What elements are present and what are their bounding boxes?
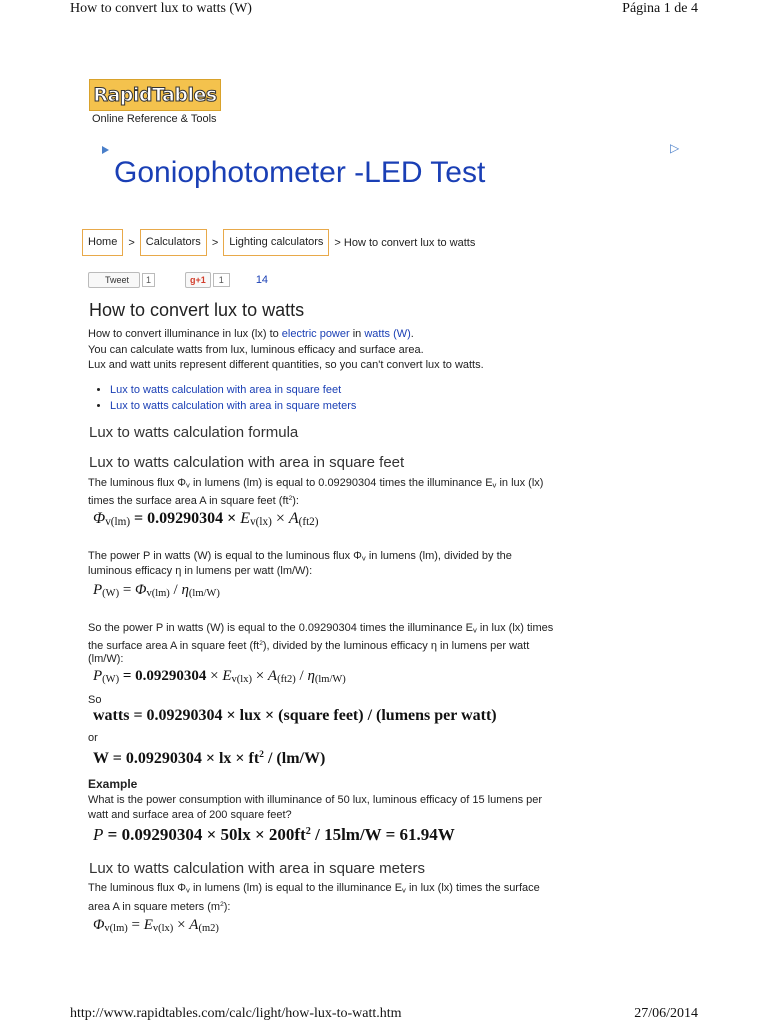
breadcrumb-current: > How to convert lux to watts <box>334 236 476 249</box>
sqft-para-1b: times the surface area A in square feet $(ft^2)$: <box>88 494 299 507</box>
para-3c: (lm/W): <box>88 653 124 665</box>
ad-headline-link[interactable]: Goniophotometer -LED Test <box>114 156 486 189</box>
formula-power: $P_{(W)} = \Phi_{v(lm)} / \eta_{(lm/W)}$ <box>93 582 220 600</box>
toc-link-sqft[interactable]: Lux to watts calculation with area in square feet <box>110 384 342 396</box>
para-2b: luminous efficacy η in lumens per watt (lm/W): <box>88 565 313 577</box>
label-or: or <box>88 732 98 744</box>
breadcrumb-separator: > <box>128 236 135 249</box>
list-item <box>110 398 356 414</box>
tweet-count: 1 <box>142 273 155 287</box>
formula-power-sqft: $P_{(W)} = 0.09290304 \times E_{v(lx)} \times A_{(ft2)} / \eta_{(lm/W)}$ <box>93 668 346 686</box>
toc-link-sqm[interactable]: Lux to watts calculation with area in square meters <box>110 400 357 412</box>
intro-line-3: Lux and watt units represent different quantities, so you can't convert lux to watts. <box>88 359 484 371</box>
ad-choices-icon[interactable]: ▷ <box>670 141 680 155</box>
intro-line-2: You can calculate watts from lux, luminous efficacy and surface area. <box>88 344 424 356</box>
breadcrumb-home[interactable]: Home <box>82 229 123 256</box>
breadcrumb-lighting[interactable]: Lighting calculators <box>223 229 329 256</box>
gplus-button[interactable]: g+1 <box>185 272 211 288</box>
ad-play-icon[interactable] <box>102 146 109 154</box>
breadcrumb-separator: > <box>211 236 219 249</box>
print-footer-url: http://www.rapidtables.com/calc/light/how-lux-to-watt.htm <box>70 1006 402 1021</box>
tweet-button[interactable]: Tweet <box>88 272 140 288</box>
site-logo-text: RapidTables <box>93 84 217 106</box>
sqm-para-1: The luminous flux $\Phi_v$ in lumens (lm) is equal to the illuminance $E_v$ in lux (lx) times the surface <box>88 882 540 895</box>
intro-line-1: How to convert illuminance in lux (lx) to electric power in watts (W). <box>88 328 414 340</box>
page-title: How to convert lux to watts <box>89 300 305 320</box>
para-3a: So the power P in watts (W) is equal to the 0.09290304 times the illuminance $E_v$ in lux (lx) times <box>88 622 554 635</box>
formula-example: $P = 0.09290304 \times 50lx \times 200ft^2 / 15lm/W = 61.94W$ <box>93 825 455 844</box>
electric-power-link[interactable]: electric power <box>281 328 350 340</box>
para-2a: The power P in watts (W) is equal to the luminous flux $\Phi_v$ in lumens (lm), divided by the <box>88 550 512 563</box>
watts-link[interactable]: watts (W) <box>364 328 411 340</box>
site-logo[interactable] <box>89 79 221 111</box>
para-3b: the surface area A in square feet $(ft^2)$, divided by the luminous efficacy η in lumens per watt <box>88 639 530 652</box>
heading-formula: Lux to watts calculation formula <box>89 424 299 441</box>
formula-watts-units: W = 0.09290304 × lx × $ft^2 / (lm/W)$ <box>93 749 326 767</box>
formula-flux-sqm: $\Phi_{v(lm)} = E_{v(lx)} \times A_{(m2)}$ <box>93 917 219 935</box>
print-header-page: Página 1 de 4 <box>622 1 698 16</box>
site-tagline: Online Reference & Tools <box>92 113 217 125</box>
formula-flux-sqft: $\Phi_{v(lm)} = 0.09290304 \times E_{v(lx)} \times A_{(ft2)}$ <box>93 510 319 529</box>
label-so: So <box>88 694 102 706</box>
example-line-1: What is the power consumption with illuminance of 50 lux, luminous efficacy of 15 lumens per <box>88 794 543 806</box>
heading-sqm: Lux to watts calculation with area in square meters <box>89 860 425 877</box>
sqm-para-1b: area A in square meters $(m^2)$: <box>88 900 231 913</box>
like-count[interactable]: 14 <box>255 274 269 286</box>
sqft-para-1: The luminous flux $\Phi_v$ in lumens (lm) is equal to 0.09290304 times the illuminance $E_v$ in lux (lx) <box>88 477 544 490</box>
toc-list <box>88 382 356 414</box>
social-bar <box>88 272 268 288</box>
heading-sqft: Lux to watts calculation with area in square feet <box>89 454 405 471</box>
example-label: Example <box>88 777 138 791</box>
formula-watts-words: watts = 0.09290304 × lux × (square feet) / (lumens per watt) <box>93 707 497 724</box>
breadcrumb-calculators[interactable]: Calculators <box>140 229 207 256</box>
gplus-count: 1 <box>213 273 230 287</box>
breadcrumb <box>82 229 475 256</box>
example-line-2: watt and surface area of 200 square feet? <box>88 809 292 821</box>
print-header-title: How to convert lux to watts (W) <box>70 1 252 16</box>
list-item <box>110 382 356 398</box>
print-footer-date: 27/06/2014 <box>634 1006 698 1021</box>
